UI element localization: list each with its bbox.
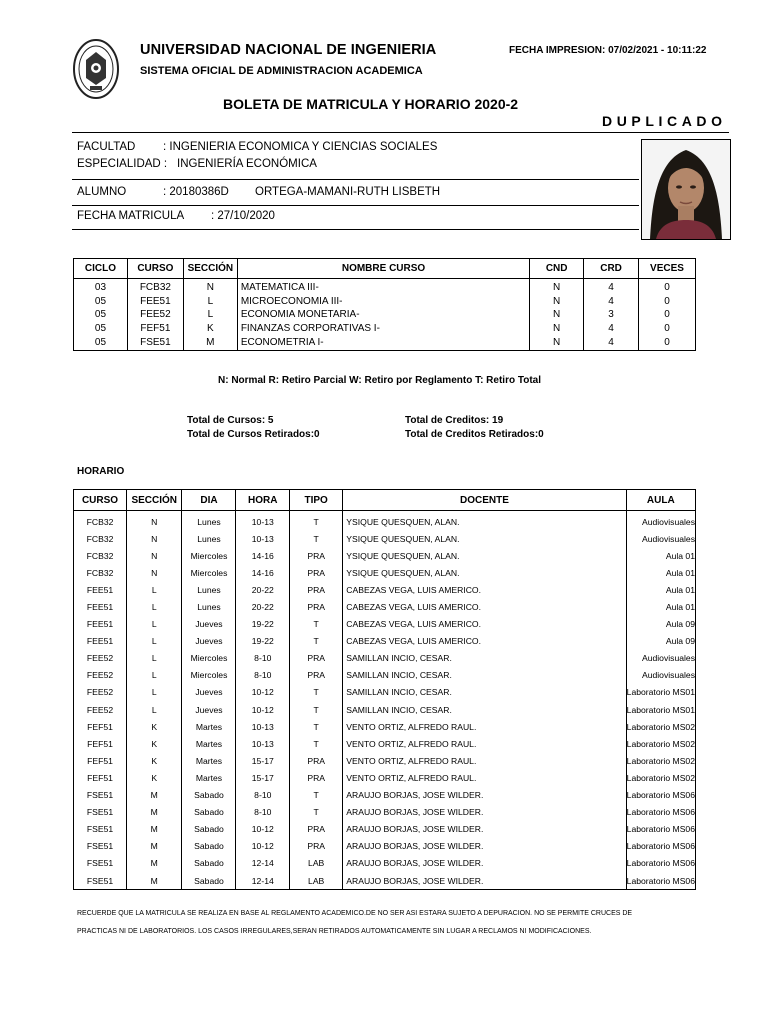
courses-table <box>73 258 696 351</box>
cycle-cell: 05 <box>74 335 128 350</box>
course-code-cell: FEF51 <box>127 322 183 336</box>
cnd-cell: N <box>530 335 584 350</box>
section-cell: L <box>183 308 237 322</box>
day-cell: Lunes <box>182 511 236 531</box>
course-code-cell: FEE52 <box>74 701 127 718</box>
section-cell: L <box>183 295 237 309</box>
hour-cell: 10-12 <box>236 684 290 701</box>
course-code-cell: FSE51 <box>74 804 127 821</box>
table-row <box>74 787 696 804</box>
teacher-cell: VENTO ORTIZ, ALFREDO RAUL. <box>343 752 626 769</box>
type-cell: LAB <box>290 872 343 890</box>
university-seal-icon <box>72 38 120 100</box>
day-cell: Jueves <box>182 616 236 633</box>
student-name: ORTEGA-MAMANI-RUTH LISBETH <box>255 186 441 198</box>
type-cell: PRA <box>290 752 343 769</box>
day-cell: Martes <box>182 752 236 769</box>
section-cell: N <box>183 279 237 295</box>
type-cell: T <box>290 735 343 752</box>
column-header: DOCENTE <box>343 490 626 511</box>
teacher-cell: SAMILLAN INCIO, CESAR. <box>343 701 626 718</box>
classroom-cell: Audiovisuales <box>626 511 695 531</box>
credits-cell: 4 <box>584 279 639 295</box>
schedule-header-row <box>74 490 696 511</box>
student-label: ALUMNO <box>77 186 127 198</box>
classroom-cell: Audiovisuales <box>626 650 695 667</box>
type-cell: T <box>290 804 343 821</box>
table-row <box>74 821 696 838</box>
cnd-cell: N <box>530 279 584 295</box>
course-code-cell: FCB32 <box>74 530 127 547</box>
times-cell: 0 <box>639 308 696 322</box>
teacher-cell: ARAUJO BORJAS, JOSE WILDER. <box>343 872 626 890</box>
section-cell: K <box>127 769 182 786</box>
teacher-cell: SAMILLAN INCIO, CESAR. <box>343 650 626 667</box>
table-row <box>74 855 696 872</box>
day-cell: Sabado <box>182 804 236 821</box>
divider <box>72 179 639 180</box>
course-name-cell: ECONOMIA MONETARIA- <box>237 308 529 322</box>
day-cell: Lunes <box>182 581 236 598</box>
table-row <box>74 701 696 718</box>
course-code-cell: FEE52 <box>74 650 127 667</box>
table-row <box>74 322 696 336</box>
notice-line-2: PRACTICAS NI DE LABORATORIOS. LOS CASOS IRREGULARES,SERAN RETIRADOS AUTOMATICAMENTE SIN LUGAR A RECLAMOS NI MODIFICACIONES. <box>77 928 592 935</box>
type-cell: PRA <box>290 821 343 838</box>
classroom-cell: Laboratorio MS06 <box>626 804 695 821</box>
hour-cell: 10-13 <box>236 530 290 547</box>
column-header: SECCIÓN <box>127 490 182 511</box>
type-cell: T <box>290 701 343 718</box>
type-cell: T <box>290 511 343 531</box>
column-header: CURSO <box>74 490 127 511</box>
teacher-cell: VENTO ORTIZ, ALFREDO RAUL. <box>343 735 626 752</box>
table-row <box>74 633 696 650</box>
teacher-cell: VENTO ORTIZ, ALFREDO RAUL. <box>343 718 626 735</box>
hour-cell: 10-13 <box>236 735 290 752</box>
course-code-cell: FEE52 <box>127 308 183 322</box>
hour-cell: 10-12 <box>236 701 290 718</box>
course-code-cell: FSE51 <box>74 787 127 804</box>
teacher-cell: ARAUJO BORJAS, JOSE WILDER. <box>343 838 626 855</box>
cycle-cell: 05 <box>74 308 128 322</box>
section-cell: L <box>127 701 182 718</box>
specialty-value: INGENIERÍA ECONÓMICA <box>177 158 317 170</box>
section-cell: N <box>127 511 182 531</box>
cycle-cell: 05 <box>74 295 128 309</box>
column-header: SECCIÓN <box>183 259 237 279</box>
hour-cell: 10-12 <box>236 838 290 855</box>
course-code-cell: FEF51 <box>74 752 127 769</box>
university-name: UNIVERSIDAD NACIONAL DE INGENIERIA <box>140 42 437 58</box>
document-title: BOLETA DE MATRICULA Y HORARIO 2020-2 <box>223 96 519 112</box>
day-cell: Sabado <box>182 855 236 872</box>
times-cell: 0 <box>639 295 696 309</box>
table-row <box>74 735 696 752</box>
credits-cell: 4 <box>584 335 639 350</box>
classroom-cell: Aula 01 <box>626 564 695 581</box>
course-code-cell: FCB32 <box>74 547 127 564</box>
enroll-date-value: : 27/10/2020 <box>211 210 275 222</box>
table-row <box>74 769 696 786</box>
classroom-cell: Laboratorio MS06 <box>626 821 695 838</box>
section-cell: M <box>127 821 182 838</box>
table-row <box>74 547 696 564</box>
column-header: HORA <box>236 490 290 511</box>
course-code-cell: FSE51 <box>74 821 127 838</box>
table-row <box>74 279 696 295</box>
classroom-cell: Laboratorio MS02 <box>626 752 695 769</box>
schedule-table <box>73 489 696 890</box>
cnd-cell: N <box>530 322 584 336</box>
classroom-cell: Laboratorio MS02 <box>626 718 695 735</box>
times-cell: 0 <box>639 279 696 295</box>
section-cell: K <box>127 718 182 735</box>
divider <box>72 229 639 230</box>
section-cell: N <box>127 547 182 564</box>
day-cell: Miercoles <box>182 564 236 581</box>
type-cell: PRA <box>290 564 343 581</box>
teacher-cell: CABEZAS VEGA, LUIS AMERICO. <box>343 581 626 598</box>
hour-cell: 12-14 <box>236 872 290 890</box>
type-cell: PRA <box>290 581 343 598</box>
cnd-cell: N <box>530 308 584 322</box>
teacher-cell: ARAUJO BORJAS, JOSE WILDER. <box>343 804 626 821</box>
table-row <box>74 335 696 350</box>
table-row <box>74 838 696 855</box>
section-cell: M <box>127 787 182 804</box>
teacher-cell: YSIQUE QUESQUEN, ALAN. <box>343 511 626 531</box>
course-name-cell: ECONOMETRIA I- <box>237 335 529 350</box>
course-code-cell: FEF51 <box>74 735 127 752</box>
section-cell: M <box>127 804 182 821</box>
table-row <box>74 511 696 531</box>
day-cell: Miercoles <box>182 667 236 684</box>
type-cell: LAB <box>290 855 343 872</box>
teacher-cell: CABEZAS VEGA, LUIS AMERICO. <box>343 616 626 633</box>
course-code-cell: FSE51 <box>74 838 127 855</box>
type-cell: T <box>290 616 343 633</box>
type-cell: T <box>290 530 343 547</box>
table-row <box>74 718 696 735</box>
table-row <box>74 872 696 890</box>
section-cell: M <box>183 335 237 350</box>
courses-header-row <box>74 259 696 279</box>
table-row <box>74 752 696 769</box>
system-name: SISTEMA OFICIAL DE ADMINISTRACION ACADEMICA <box>140 65 423 77</box>
classroom-cell: Aula 09 <box>626 633 695 650</box>
course-code-cell: FSE51 <box>127 335 183 350</box>
teacher-cell: VENTO ORTIZ, ALFREDO RAUL. <box>343 769 626 786</box>
day-cell: Jueves <box>182 633 236 650</box>
course-code-cell: FEE52 <box>74 667 127 684</box>
classroom-cell: Laboratorio MS02 <box>626 769 695 786</box>
day-cell: Jueves <box>182 684 236 701</box>
hour-cell: 19-22 <box>236 616 290 633</box>
enroll-date-label: FECHA MATRICULA <box>77 210 185 222</box>
section-cell: K <box>127 735 182 752</box>
teacher-cell: YSIQUE QUESQUEN, ALAN. <box>343 564 626 581</box>
section-cell: L <box>127 684 182 701</box>
section-cell: L <box>127 598 182 615</box>
credits-cell: 4 <box>584 322 639 336</box>
type-cell: T <box>290 787 343 804</box>
classroom-cell: Laboratorio MS02 <box>626 735 695 752</box>
day-cell: Sabado <box>182 821 236 838</box>
student-photo <box>641 139 731 240</box>
teacher-cell: ARAUJO BORJAS, JOSE WILDER. <box>343 787 626 804</box>
section-cell: L <box>127 650 182 667</box>
course-code-cell: FEE51 <box>74 616 127 633</box>
day-cell: Martes <box>182 769 236 786</box>
credits-cell: 4 <box>584 295 639 309</box>
course-code-cell: FEE51 <box>74 581 127 598</box>
table-row <box>74 564 696 581</box>
section-cell: L <box>127 633 182 650</box>
classroom-cell: Laboratorio MS06 <box>626 855 695 872</box>
day-cell: Sabado <box>182 838 236 855</box>
course-code-cell: FSE51 <box>74 855 127 872</box>
hour-cell: 10-12 <box>236 821 290 838</box>
section-cell: N <box>127 530 182 547</box>
times-cell: 0 <box>639 322 696 336</box>
classroom-cell: Laboratorio MS06 <box>626 838 695 855</box>
table-row <box>74 684 696 701</box>
day-cell: Miercoles <box>182 547 236 564</box>
teacher-cell: SAMILLAN INCIO, CESAR. <box>343 684 626 701</box>
table-row <box>74 598 696 615</box>
total-courses-withdrawn: Total de Cursos Retirados:0 <box>187 429 320 440</box>
course-code-cell: FEE51 <box>127 295 183 309</box>
type-cell: T <box>290 718 343 735</box>
hour-cell: 14-16 <box>236 564 290 581</box>
notice-line-1: RECUERDE QUE LA MATRICULA SE REALIZA EN BASE AL REGLAMENTO ACADEMICO.DE NO SER ASI ESTARA SUJETO A DEPURACION. NO SE PERMITE CRUCES DE <box>77 910 633 917</box>
day-cell: Miercoles <box>182 650 236 667</box>
hour-cell: 8-10 <box>236 787 290 804</box>
course-code-cell: FEF51 <box>74 718 127 735</box>
classroom-cell: Audiovisuales <box>626 530 695 547</box>
column-header: CURSO <box>127 259 183 279</box>
classroom-cell: Audiovisuales <box>626 667 695 684</box>
classroom-cell: Aula 09 <box>626 616 695 633</box>
hour-cell: 20-22 <box>236 581 290 598</box>
total-credits-withdrawn: Total de Creditos Retirados:0 <box>405 429 544 440</box>
course-code-cell: FEE51 <box>74 598 127 615</box>
classroom-cell: Aula 01 <box>626 547 695 564</box>
table-row <box>74 581 696 598</box>
specialty-label: ESPECIALIDAD : <box>77 158 168 170</box>
day-cell: Martes <box>182 718 236 735</box>
classroom-cell: Aula 01 <box>626 581 695 598</box>
classroom-cell: Laboratorio MS06 <box>626 787 695 804</box>
table-row <box>74 667 696 684</box>
table-row <box>74 530 696 547</box>
faculty-value: : INGENIERIA ECONOMICA Y CIENCIAS SOCIALES <box>163 141 438 153</box>
classroom-cell: Aula 01 <box>626 598 695 615</box>
cnd-cell: N <box>530 295 584 309</box>
teacher-cell: ARAUJO BORJAS, JOSE WILDER. <box>343 855 626 872</box>
section-cell: M <box>127 855 182 872</box>
hour-cell: 15-17 <box>236 769 290 786</box>
table-row <box>74 308 696 322</box>
section-cell: L <box>127 616 182 633</box>
cycle-cell: 03 <box>74 279 128 295</box>
table-row <box>74 804 696 821</box>
table-row <box>74 295 696 309</box>
status-legend: N: Normal R: Retiro Parcial W: Retiro por Reglamento T: Retiro Total <box>218 375 541 386</box>
day-cell: Lunes <box>182 530 236 547</box>
day-cell: Lunes <box>182 598 236 615</box>
course-name-cell: MATEMATICA III- <box>237 279 529 295</box>
hour-cell: 8-10 <box>236 804 290 821</box>
total-credits: Total de Creditos: 19 <box>405 415 504 426</box>
type-cell: PRA <box>290 838 343 855</box>
divider <box>72 205 639 206</box>
course-code-cell: FSE51 <box>74 872 127 890</box>
section-cell: M <box>127 838 182 855</box>
schedule-label: HORARIO <box>77 466 125 477</box>
column-header: NOMBRE CURSO <box>237 259 529 279</box>
course-name-cell: FINANZAS CORPORATIVAS I- <box>237 322 529 336</box>
hour-cell: 10-13 <box>236 511 290 531</box>
teacher-cell: SAMILLAN INCIO, CESAR. <box>343 667 626 684</box>
course-code-cell: FCB32 <box>127 279 183 295</box>
course-code-cell: FEE51 <box>74 633 127 650</box>
duplicate-stamp: DUPLICADO <box>602 113 727 129</box>
type-cell: PRA <box>290 650 343 667</box>
day-cell: Sabado <box>182 787 236 804</box>
cycle-cell: 05 <box>74 322 128 336</box>
column-header: AULA <box>626 490 695 511</box>
hour-cell: 8-10 <box>236 650 290 667</box>
times-cell: 0 <box>639 335 696 350</box>
column-header: TIPO <box>290 490 343 511</box>
course-name-cell: MICROECONOMIA III- <box>237 295 529 309</box>
section-cell: N <box>127 564 182 581</box>
column-header: VECES <box>639 259 696 279</box>
day-cell: Jueves <box>182 701 236 718</box>
hour-cell: 20-22 <box>236 598 290 615</box>
print-date: FECHA IMPRESION: 07/02/2021 - 10:11:22 <box>509 45 707 56</box>
classroom-cell: Laboratorio MS01 <box>626 684 695 701</box>
table-row <box>74 616 696 633</box>
type-cell: PRA <box>290 547 343 564</box>
course-code-cell: FCB32 <box>74 511 127 531</box>
section-cell: K <box>183 322 237 336</box>
hour-cell: 14-16 <box>236 547 290 564</box>
teacher-cell: YSIQUE QUESQUEN, ALAN. <box>343 530 626 547</box>
teacher-cell: CABEZAS VEGA, LUIS AMERICO. <box>343 633 626 650</box>
column-header: DIA <box>182 490 236 511</box>
day-cell: Martes <box>182 735 236 752</box>
faculty-label: FACULTAD <box>77 141 136 153</box>
type-cell: T <box>290 684 343 701</box>
course-code-cell: FEF51 <box>74 769 127 786</box>
type-cell: T <box>290 633 343 650</box>
teacher-cell: ARAUJO BORJAS, JOSE WILDER. <box>343 821 626 838</box>
hour-cell: 19-22 <box>236 633 290 650</box>
course-code-cell: FCB32 <box>74 564 127 581</box>
divider <box>72 132 729 133</box>
classroom-cell: Laboratorio MS01 <box>626 701 695 718</box>
teacher-cell: YSIQUE QUESQUEN, ALAN. <box>343 547 626 564</box>
hour-cell: 8-10 <box>236 667 290 684</box>
hour-cell: 15-17 <box>236 752 290 769</box>
column-header: CND <box>530 259 584 279</box>
column-header: CICLO <box>74 259 128 279</box>
type-cell: PRA <box>290 667 343 684</box>
section-cell: K <box>127 752 182 769</box>
classroom-cell: Laboratorio MS06 <box>626 872 695 890</box>
student-code: : 20180386D <box>163 186 229 198</box>
hour-cell: 10-13 <box>236 718 290 735</box>
course-code-cell: FEE52 <box>74 684 127 701</box>
section-cell: M <box>127 872 182 890</box>
day-cell: Sabado <box>182 872 236 890</box>
type-cell: PRA <box>290 598 343 615</box>
type-cell: PRA <box>290 769 343 786</box>
credits-cell: 3 <box>584 308 639 322</box>
column-header: CRD <box>584 259 639 279</box>
hour-cell: 12-14 <box>236 855 290 872</box>
table-row <box>74 650 696 667</box>
section-cell: L <box>127 667 182 684</box>
total-courses: Total de Cursos: 5 <box>187 415 274 426</box>
teacher-cell: CABEZAS VEGA, LUIS AMERICO. <box>343 598 626 615</box>
section-cell: L <box>127 581 182 598</box>
